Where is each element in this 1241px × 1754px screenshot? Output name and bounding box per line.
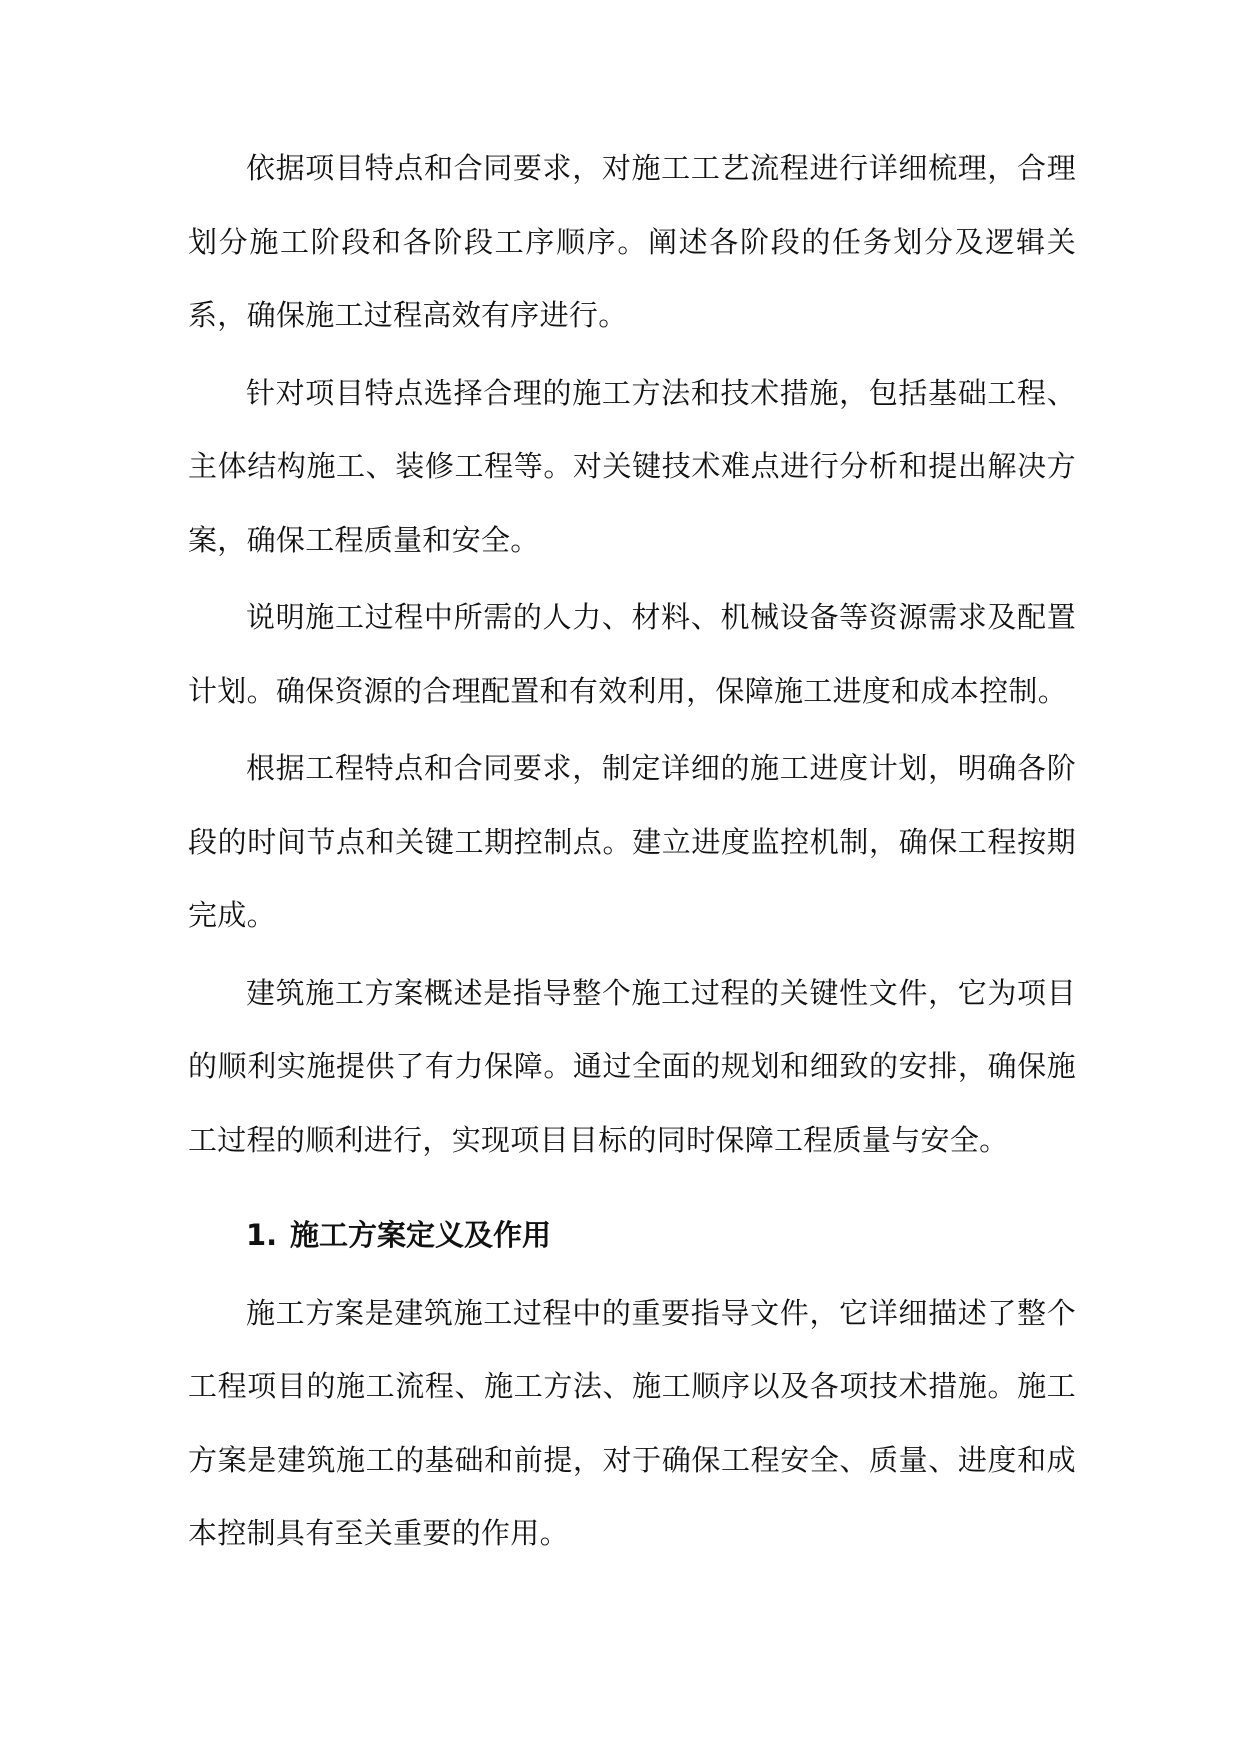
section-title: 施工方案定义及作用 bbox=[290, 1218, 552, 1252]
paragraph-resource-plan: 说明施工过程中所需的人力、材料、机械设备等资源需求及配置计划。确保资源的合理配置和有效利用，保障施工进度和成本控制。 bbox=[188, 600, 1076, 708]
paragraph-schedule-plan: 根据工程特点和合同要求，制定详细的施工进度计划，明确各阶段的时间节点和关键工期控制点。建立进度监控机制，确保工程按期完成。 bbox=[188, 751, 1076, 932]
document-page bbox=[188, 132, 1076, 1575]
paragraph-process-flow: 依据项目特点和合同要求，对施工工艺流程进行详细梳理，合理划分施工阶段和各阶段工序顺序。阐述各阶段的任务划分及逻辑关系，确保施工过程高效有序进行。 bbox=[188, 151, 1076, 332]
paragraph-overview-summary: 建筑施工方案概述是指导整个施工过程的关键性文件，它为项目的顺利实施提供了有力保障。通过全面的规划和细致的安排，确保施工过程的顺利进行，实现项目目标的同时保障工程质量与安全。 bbox=[188, 975, 1076, 1157]
paragraph-definition: 施工方案是建筑施工过程中的重要指导文件，它详细描述了整个工程项目的施工流程、施工方法、施工顺序以及各项技术措施。施工方案是建筑施工的基础和前提，对于确保工程安全、质量、进度和成本控制具有至关重要的作用。 bbox=[188, 1295, 1076, 1550]
section-number: 1. bbox=[246, 1218, 278, 1252]
section-heading bbox=[188, 1199, 1076, 1273]
paragraph-construction-methods: 针对项目特点选择合理的施工方法和技术措施，包括基础工程、主体结构施工、装修工程等。对关键技术难点进行分析和提出解决方案，确保工程质量和安全。 bbox=[188, 375, 1076, 557]
